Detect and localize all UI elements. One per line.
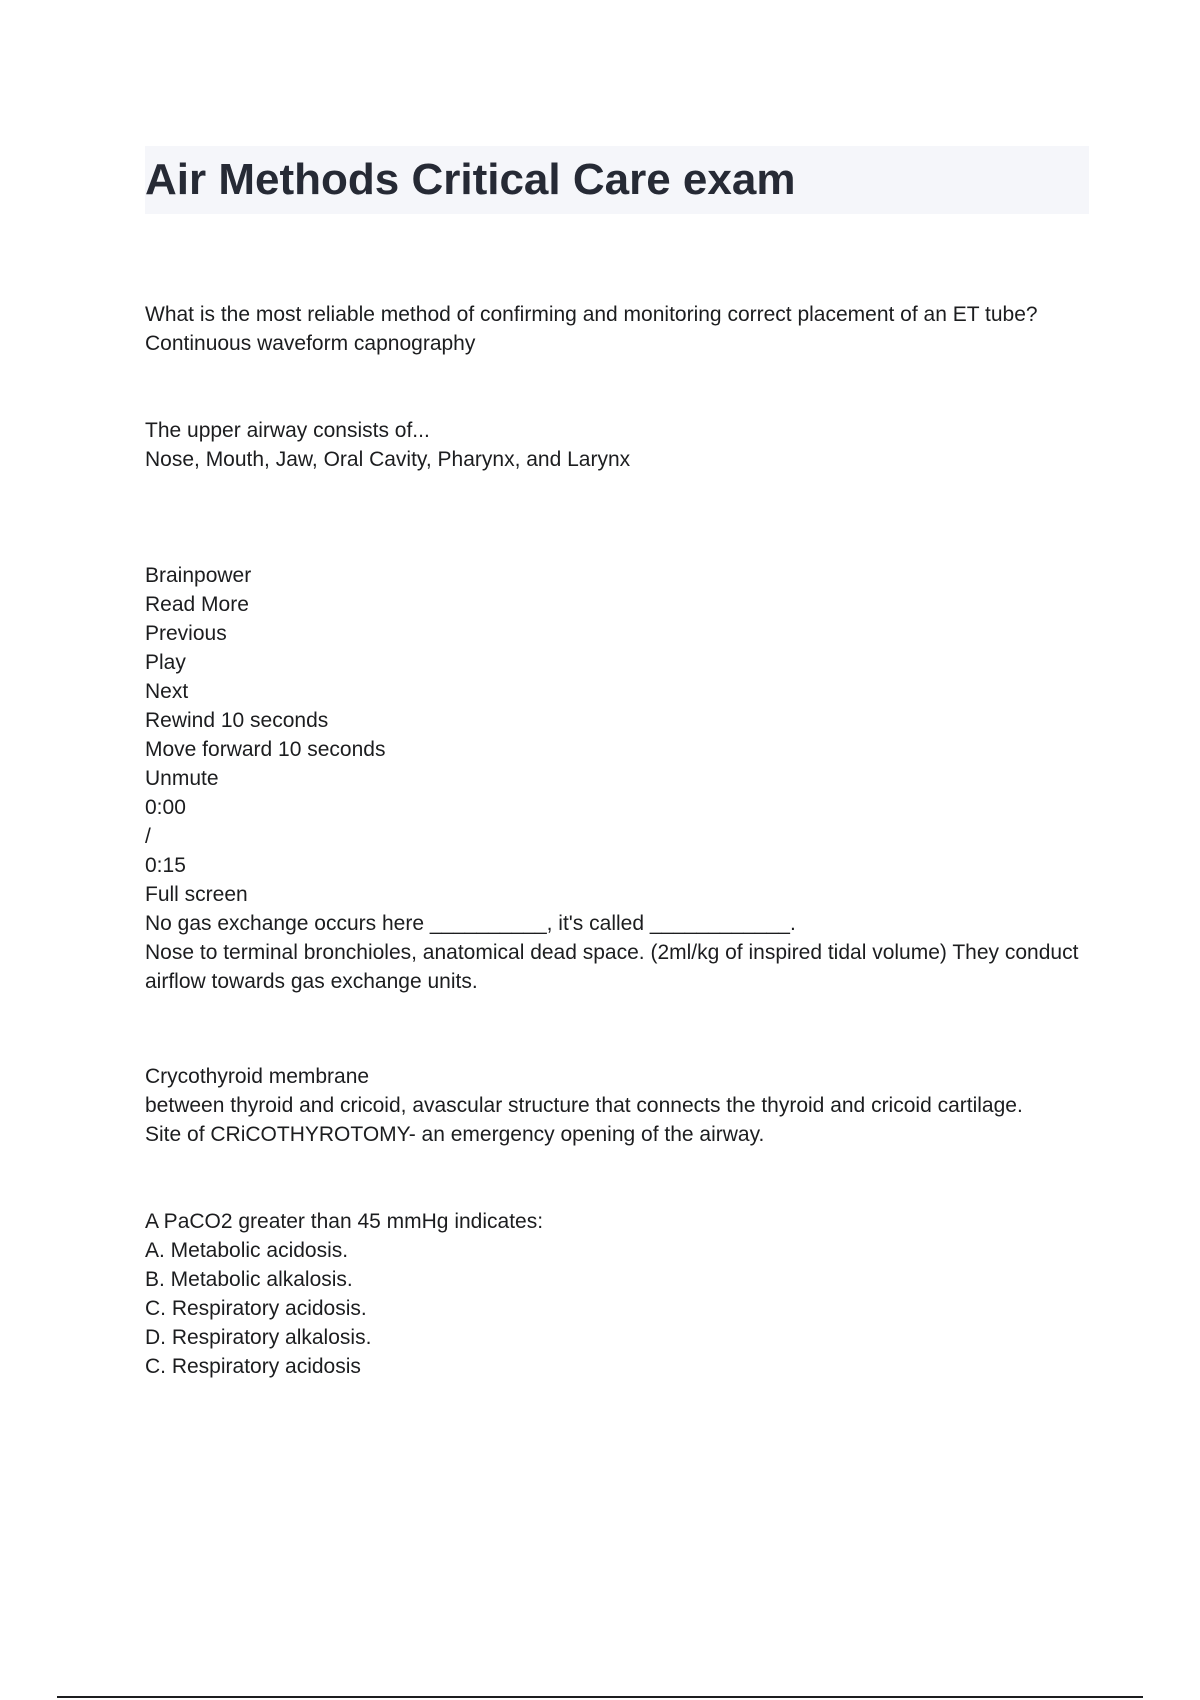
question-text: What is the most reliable method of confirming and monitoring correct placement of an ET tube? <box>145 303 1038 326</box>
question-text: No gas exchange occurs here __________, it's called ____________. <box>145 912 796 935</box>
player-text-block <box>145 561 1105 996</box>
footer-divider <box>57 1696 1143 1698</box>
question-text: Crycothyroid membrane <box>145 1065 370 1088</box>
qa-block-paco2 <box>145 1207 1105 1381</box>
option-b: B. Metabolic alkalosis. <box>145 1268 353 1291</box>
option-a: A. Metabolic acidosis. <box>145 1239 349 1262</box>
qa-block-membrane <box>145 1062 1105 1149</box>
current-time: 0:00 <box>145 796 186 819</box>
question-text: The upper airway consists of... <box>145 419 430 442</box>
previous-button[interactable]: Previous <box>145 622 227 645</box>
qa-block-et-tube <box>145 300 1105 358</box>
full-screen-button[interactable]: Full screen <box>145 883 248 906</box>
answer-text: C. Respiratory acidosis <box>145 1355 361 1378</box>
answer-text: Continuous waveform capnography <box>145 332 476 355</box>
duration-time: 0:15 <box>145 854 186 877</box>
answer-text: Nose to terminal bronchioles, anatomical dead space. (2ml/kg of inspired tidal volume) They conduct airflow towards gas exchange units. <box>145 941 1079 993</box>
document-title: Air Methods Critical Care exam <box>145 155 796 204</box>
time-separator: / <box>145 825 151 848</box>
question-text: A PaCO2 greater than 45 mmHg indicates: <box>145 1210 544 1233</box>
brainpower-label: Brainpower <box>145 564 252 587</box>
unmute-button[interactable]: Unmute <box>145 767 219 790</box>
option-c: C. Respiratory acidosis. <box>145 1297 367 1320</box>
option-d: D. Respiratory alkalosis. <box>145 1326 372 1349</box>
answer-text: Nose, Mouth, Jaw, Oral Cavity, Pharynx, and Larynx <box>145 448 631 471</box>
read-more-link[interactable]: Read More <box>145 593 249 616</box>
title-band <box>145 146 1089 214</box>
next-button[interactable]: Next <box>145 680 189 703</box>
rewind-button[interactable]: Rewind 10 seconds <box>145 709 329 732</box>
qa-block-upper-airway <box>145 416 1105 474</box>
forward-button[interactable]: Move forward 10 seconds <box>145 738 386 761</box>
answer-text-line-1: between thyroid and cricoid, avascular structure that connects the thyroid and cricoid cartilage. <box>145 1094 1023 1117</box>
play-button[interactable]: Play <box>145 651 186 674</box>
answer-text-line-2: Site of CRiCOTHYROTOMY- an emergency opening of the airway. <box>145 1123 765 1146</box>
